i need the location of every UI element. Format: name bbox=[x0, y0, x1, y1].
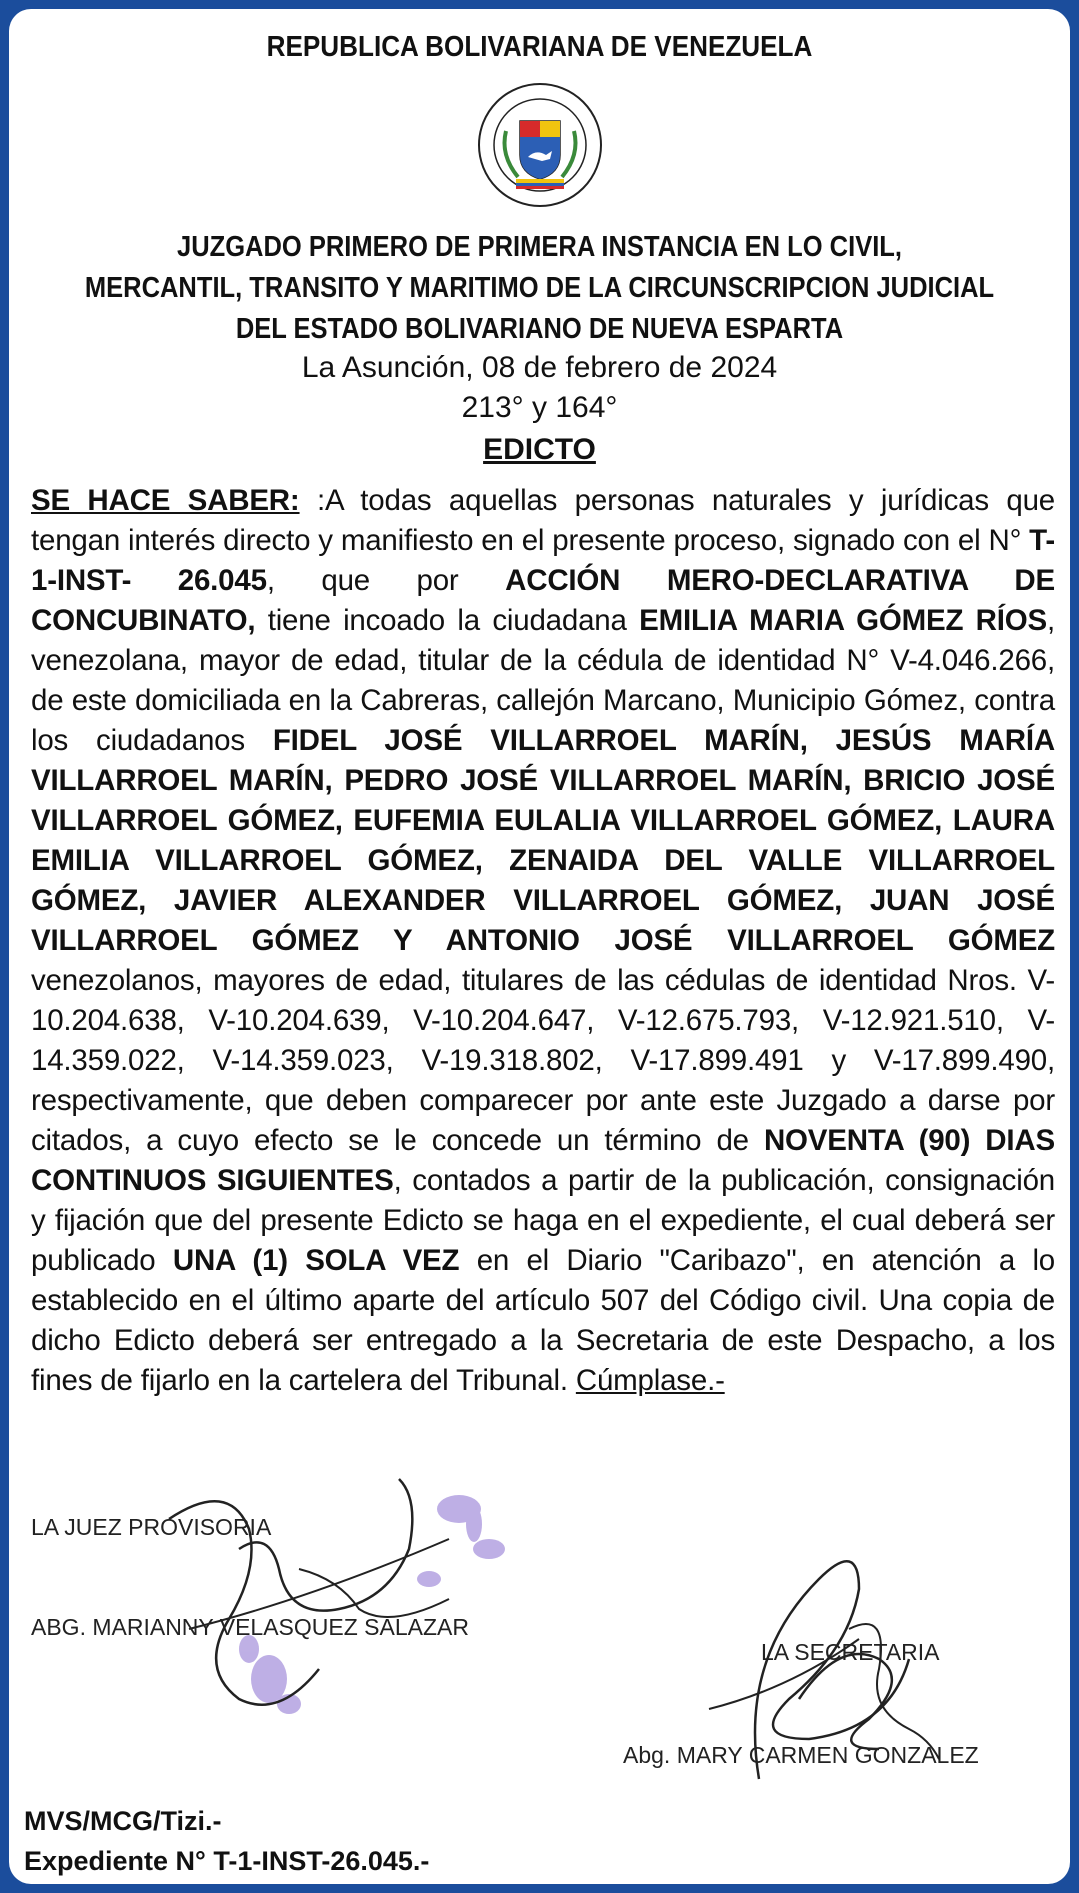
body-text: , contados a partir de la publicación, consignación y fijación que del presente Edicto se haga en el expediente, el cual deberá ser publicado bbox=[31, 1164, 1055, 1277]
court-line: JUZGADO PRIMERO DE PRIMERA INSTANCIA EN LO CIVIL, bbox=[176, 231, 902, 263]
court-name bbox=[19, 227, 1060, 350]
edict-body bbox=[31, 481, 1055, 1401]
republic-heading: REPUBLICA BOLIVARIANA DE VENEZUELA bbox=[266, 31, 813, 63]
court-line: DEL ESTADO BOLIVARIANO DE NUEVA ESPARTA bbox=[235, 313, 844, 345]
place-date: La Asunción, 08 de febrero de 2024 bbox=[301, 351, 778, 384]
secretary-name: Abg. MARY CARMEN GONZALEZ bbox=[623, 1742, 979, 1768]
body-text: tiene incoado la ciudadana bbox=[255, 604, 640, 637]
body-text: , que por bbox=[266, 564, 506, 597]
secretary-title: LA SECRETARIA bbox=[761, 1639, 940, 1665]
judge-signature-icon bbox=[129, 1449, 559, 1739]
case-number: T-1-INST- 26.045 bbox=[31, 524, 1055, 597]
body-text: , venezolana, mayor de edad, titular de la cédula de identidad N° V-4.046.266, de este domiciliada en la Cabreras, callejón Marcano, Municipio Gómez, contra los ciudadanos bbox=[31, 604, 1056, 757]
lead-phrase: SE HACE SABER: bbox=[31, 484, 300, 517]
edict-card bbox=[9, 9, 1070, 1884]
judge-name: ABG. MARIANNY VELASQUEZ SALAZAR bbox=[31, 1614, 469, 1640]
action-type: ACCIÓN MERO-DECLARATIVA DE CONCUBINATO, bbox=[31, 564, 1056, 637]
court-line: MERCANTIL, TRANSITO Y MARITIMO DE LA CIRCUNSCRIPCION JUDICIAL bbox=[84, 272, 995, 304]
footer-initials: MVS/MCG/Tizi.- bbox=[24, 1806, 222, 1836]
judge-title: LA JUEZ PROVISORIA bbox=[31, 1514, 272, 1540]
defendants-names: FIDEL JOSÉ VILLARROEL MARÍN, JESÚS MARÍA VILLARROEL MARÍN, PEDRO JOSÉ VILLARROEL MARÍN, BRICIO JOSÉ VILLARROEL GÓMEZ, EUFEMIA EULALIA VILLARROEL GÓMEZ, LAURA EMILIA VILLARROEL GÓMEZ, ZENAIDA DEL VALLE VILLARROEL GÓMEZ, JAVIER ALEXANDER VILLARROEL GÓMEZ, JUAN JOSÉ VILLARROEL GÓMEZ Y ANTONIO JOSÉ VILLARROEL GÓMEZ bbox=[31, 724, 1055, 957]
publication-times: UNA (1) SOLA VEZ bbox=[172, 1244, 460, 1277]
body-text: :A todas aquellas personas naturales y jurídicas que tengan interés directo y manifiesto en el presente proceso, signado con el N° bbox=[31, 484, 1055, 557]
years-line: 213° y 164° bbox=[461, 391, 618, 424]
footer-expediente: Expediente N° T-1-INST-26.045.- bbox=[24, 1846, 430, 1876]
plaintiff-name: EMILIA MARIA GÓMEZ RÍOS bbox=[639, 604, 1048, 637]
term-period: NOVENTA (90) DIAS CONTINUOS SIGUIENTES bbox=[31, 1124, 1055, 1197]
document-title: EDICTO bbox=[483, 433, 596, 466]
cumplase-text: Cúmplase.- bbox=[575, 1364, 725, 1397]
court-seal-icon bbox=[476, 81, 604, 209]
body-text: venezolanos, mayores de edad, titulares de las cédulas de identidad Nros. V-10.204.638, V-10.204.639, V-10.204.647, V-12.675.793, V-12.921.510, V-14.359.022, V-14.359.023, V-19.318.802, V-17.899.491 y V-17.899.490, respectivamente, que deben comparecer por ante este Juzgado a darse por citados, a cuyo efecto se le concede un término de bbox=[31, 964, 1055, 1157]
body-text: en el Diario "Caribazo", en atención a lo establecido en el último aparte del artículo 507 del Código civil. Una copia de dicho Edicto deberá ser entregado a la Secretaria de este Despacho, a los fines de fijarlo en la cartelera del Tribunal. bbox=[31, 1244, 1055, 1397]
